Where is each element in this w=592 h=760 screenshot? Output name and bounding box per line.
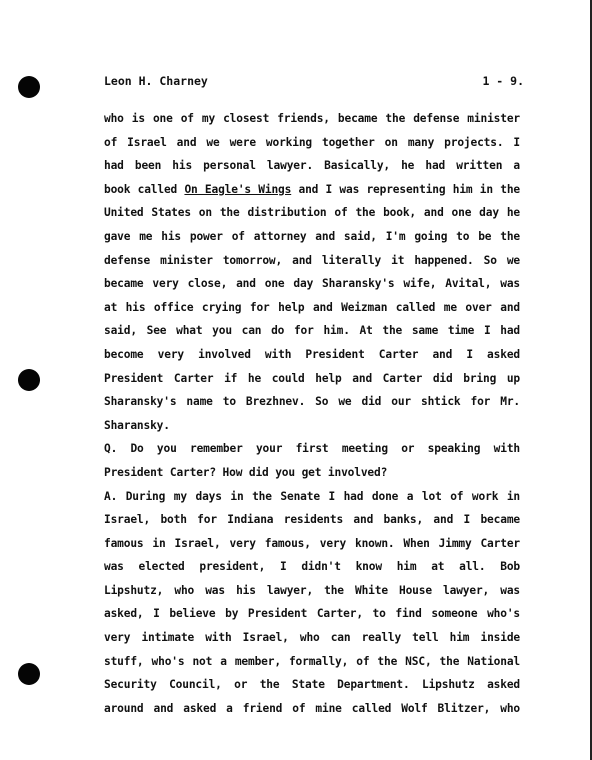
text-segment: who is one of my closest friends, became the defense minister (104, 112, 520, 125)
text-line (104, 579, 520, 603)
text-line (104, 319, 520, 343)
text-line (104, 390, 520, 414)
text-segment: and I was representing him in the (291, 182, 521, 196)
text-segment: stuff, who's not a member, formally, of the NSC, the National (104, 654, 520, 668)
transcript-body (104, 107, 520, 720)
text-line (104, 602, 520, 626)
text-segment: Sharansky's name to Brezhnev. So we did our shtick for Mr. (104, 395, 520, 409)
text-line (104, 555, 520, 579)
text-segment: at his office crying for help and Weizman called me over and (104, 300, 520, 314)
text-segment: became very close, and one day Sharansky's wife, Avital, was (104, 277, 520, 291)
page-number: 1 - 9. (482, 74, 524, 88)
text-segment: around and asked a friend of mine called Wolf Blitzer, who (104, 701, 520, 715)
text-segment: was elected president, I didn't know him at all. Bob (104, 560, 520, 574)
text-segment: Security Council, or the State Department. Lipshutz asked (104, 678, 520, 692)
text-segment: said, See what you can do for him. At the same time I had (104, 324, 520, 338)
text-line (104, 437, 520, 461)
text-segment: gave me his power of attorney and said, I'm going to be the (104, 229, 520, 243)
text-line (104, 154, 520, 178)
text-segment: A. During my days in the Senate I had done a lot of work in (104, 489, 520, 503)
text-segment: famous in Israel, very famous, very known. When Jimmy Carter (104, 536, 520, 550)
text-line (104, 225, 520, 249)
text-line (104, 673, 520, 697)
text-line (104, 249, 520, 273)
text-segment: asked, I believe by President Carter, to find someone who's (104, 607, 520, 621)
text-line (104, 508, 520, 532)
text-segment: had been his personal lawyer. Basically, he had written a (104, 159, 520, 173)
text-segment: book called (104, 182, 185, 196)
text-segment: very intimate with Israel, who can really tell him inside (104, 631, 520, 645)
header-name: Leon H. Charney (104, 74, 208, 88)
text-line (104, 650, 520, 674)
text-line (104, 414, 520, 438)
book-title: On Eagle's Wings (184, 182, 292, 196)
text-segment: United States on the distribution of the book, and one day he (104, 206, 520, 220)
text-segment: Q. Do you remember your first meeting or speaking with (104, 442, 520, 456)
text-line (104, 626, 520, 650)
text-segment: become very involved with President Carter and I asked (104, 347, 520, 361)
text-line (104, 532, 520, 556)
text-line (104, 461, 520, 485)
text-line (104, 201, 520, 225)
text-line (104, 485, 520, 509)
text-line (104, 131, 520, 155)
punch-hole-top (18, 76, 40, 98)
text-segment: President Carter? How did you get involved? (104, 465, 388, 479)
text-line (104, 272, 520, 296)
text-segment: defense minister tomorrow, and literally it happened. So we (104, 253, 520, 267)
text-line (104, 107, 520, 131)
punch-hole-bottom (18, 663, 40, 685)
text-line (104, 697, 520, 721)
text-segment: President Carter if he could help and Carter did bring up (104, 371, 520, 385)
text-line (104, 178, 520, 202)
text-line (104, 343, 520, 367)
text-segment: Israel, both for Indiana residents and banks, and I became (104, 513, 520, 527)
text-segment: of Israel and we were working together on many projects. I (104, 135, 520, 149)
text-line (104, 296, 520, 320)
text-line (104, 367, 520, 391)
text-segment: Sharansky. (104, 418, 170, 432)
punch-hole-middle (18, 369, 40, 391)
text-segment: Lipshutz, who was his lawyer, the White House lawyer, was (104, 583, 520, 597)
